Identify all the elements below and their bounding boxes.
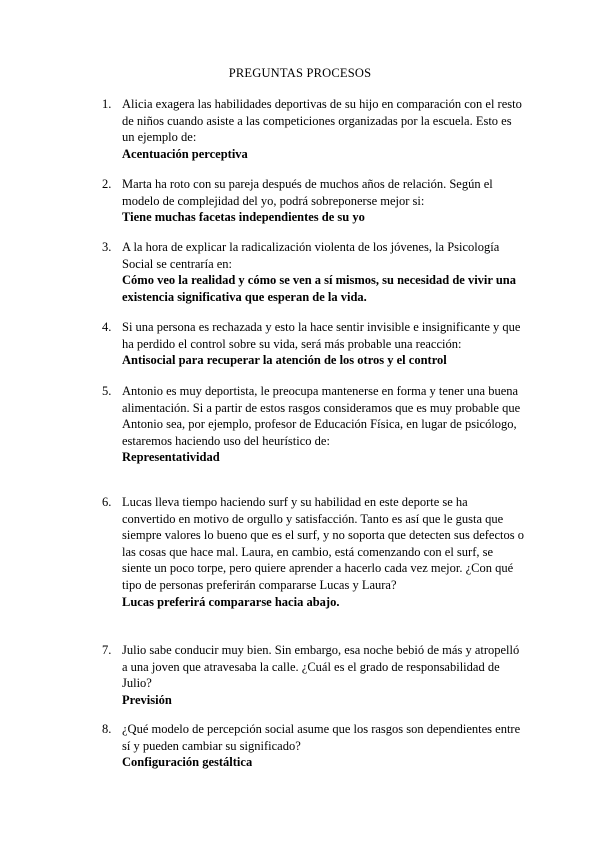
question-answer: Representatividad [122, 450, 220, 465]
question-number: 1. [102, 97, 112, 111]
question-number: 3. [102, 240, 112, 254]
question-answer: Antisocial para recuperar la atención de los otros y el control [122, 353, 447, 368]
question-number: 6. [102, 495, 112, 509]
question-answer: Previsión [122, 692, 172, 707]
question-item [104, 176, 524, 226]
question-item [104, 96, 524, 162]
question-number: 5. [102, 384, 112, 398]
question-item [104, 642, 524, 708]
question-answer: Configuración gestáltica [122, 755, 253, 770]
question-number: 2. [102, 177, 112, 191]
question-number: 8. [102, 722, 112, 736]
question-number: 7. [102, 643, 112, 657]
question-item [104, 319, 524, 369]
question-answer: Lucas preferirá compararse hacia abajo. [122, 594, 340, 609]
question-item [104, 383, 524, 466]
question-text: ¿Qué modelo de percepción social asume que los rasgos son dependientes entre sí y pueden cambiar su significado? [122, 722, 521, 753]
question-text: A la hora de explicar la radicalización violenta de los jóvenes, la Psicología Social se centraría en: [122, 240, 500, 271]
question-text: Lucas lleva tiempo haciendo surf y su habilidad en este deporte se ha convertido en motivo de orgullo y satisfacción. Tanto es así que le gusta que siempre valores lo bueno que es el surf, y no soporta que detecten sus defectos o las cosas que hace mal. Laura, en cambio, está comenzando con el surf, se siente un poco torpe, pero quiere aprender a hacerlo cada vez mejor. ¿Con qué tipo de personas preferirán compararse Lucas y Laura? [122, 495, 524, 592]
question-text: Alicia exagera las habilidades deportivas de su hijo en comparación con el resto de niños cuando asiste a las competiciones organizadas por la escuela. Esto es un ejemplo de: [122, 97, 522, 145]
document-title: PREGUNTAS PROCESOS [228, 66, 372, 80]
question-answer: Cómo veo la realidad y cómo se ven a sí mismos, su necesidad de vivir una existencia significativa que esperan de la vida. [122, 273, 516, 304]
question-answer: Tiene muchas facetas independientes de su yo [122, 210, 365, 225]
question-item [104, 239, 524, 305]
question-item [104, 494, 524, 610]
question-number: 4. [102, 320, 112, 334]
question-text: Si una persona es rechazada y esto la hace sentir invisible e insignificante y que ha perdido el control sobre su vida, será más probable una reacción: [122, 320, 521, 351]
question-item [104, 721, 524, 771]
question-text: Marta ha roto con su pareja después de muchos años de relación. Según el modelo de complejidad del yo, podrá sobreponerse mejor si: [122, 177, 493, 208]
question-answer: Acentuación perceptiva [122, 146, 248, 161]
question-text: Julio sabe conducir muy bien. Sin embargo, esa noche bebió de más y atropelló a una joven que atravesaba la calle. ¿Cuál es el grado de responsabilidad de Julio? [122, 643, 520, 691]
question-text: Antonio es muy deportista, le preocupa mantenerse en forma y tener una buena alimentación. Si a partir de estos rasgos consideramos que es muy probable que Antonio sea, por ejemplo, profesor de Educación Física, en lugar de psicólogo, estaremos haciendo uso del heurístico de: [122, 384, 521, 448]
